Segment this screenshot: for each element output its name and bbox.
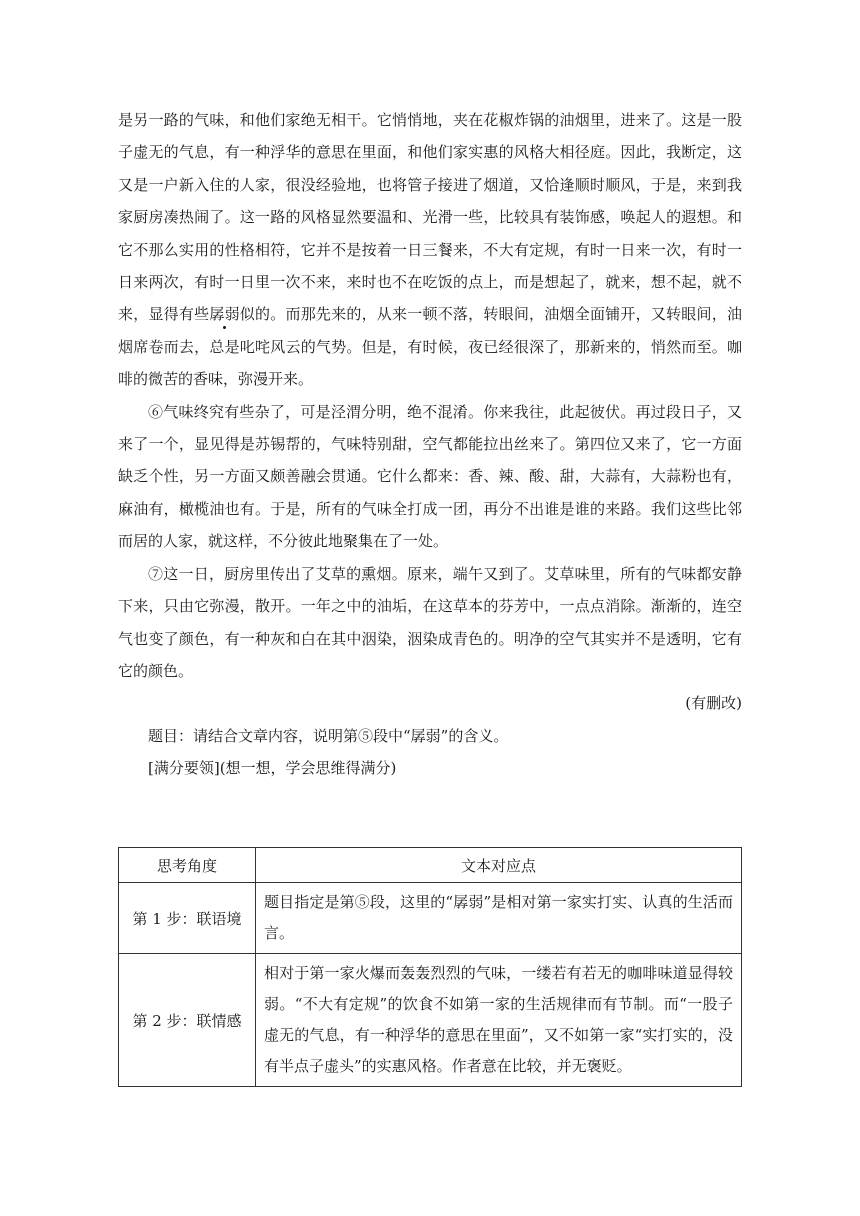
thinking-steps-table [118, 847, 742, 1087]
table-row [119, 954, 742, 1087]
paragraph-5-continued [118, 104, 742, 396]
table-header: 思考角度 [119, 848, 256, 883]
paragraph-7: ⑦这一日，厨房里传出了艾草的熏烟。原来，端午又到了。艾草味里，所有的气味都安静下来，只由它弥漫，散开。一年之中的油垢，在这草本的芬芳中，一点点消除。渐渐的，连空气也变了颜色，有一种灰和白在其中洇染，洇染成青色的。明净的空气其实并不是透明，它有它的颜色。 [118, 564, 742, 680]
paragraph-text: 似的。而那先来的，从来一顿不落，转眼间，油烟全面铺开，又转眼间，油烟席卷而去，总是叱咤风云的气势。但是，有时候，夜已经很深了，那新来的，悄然而至。咖啡的微苦的香味，弥漫开来。 [118, 305, 742, 389]
step-content: 相对于第一家火爆而轰轰烈烈的气味，一缕若有若无的咖啡味道显得较弱。“不大有定规”的饮食不如第一家的生活规律而有节制。而“一股子虚无的气息，有一种浮华的意思在里面”，又不如第一家“实打实的，没有半点子虚头”的实惠风格。作者意在比较，并无褒贬。 [256, 954, 742, 1087]
step-label: 第 1 步：联语境 [119, 883, 256, 954]
table-header: 文本对应点 [256, 848, 742, 883]
emphasized-word: 孱弱 [209, 305, 240, 324]
table-row [119, 883, 742, 954]
tips-heading: [满分要领](想一想，学会思维得满分) [148, 759, 397, 778]
article-body [118, 104, 742, 785]
table-header-row [119, 848, 742, 883]
step-content: 题目指定是第⑤段，这里的“孱弱”是相对第一家实打实、认真的生活而言。 [256, 883, 742, 954]
question-text: 题目：请结合文章内容，说明第⑤段中“孱弱”的含义。 [148, 726, 509, 745]
step-label: 第 2 步：联情感 [119, 954, 256, 1087]
paragraph-text: 是另一路的气味，和他们家绝无相干。它悄悄地，夹在花椒炸锅的油烟里，进来了。这是一股子虚无的气息，有一种浮华的意思在里面，和他们家实惠的风格大相径庭。因此，我断定，这又是一户新入住的人家，很没经验地，也将管子接进了烟道，又恰逢顺时顺风，于是，来到我家厨房凑热闹了。这一路的风格显然要温和、光滑一些，比较具有装饰感，唤起人的遐想。和它不那么实用的性格相符，它并不是按着一日三餐来，不大有定规，有时一日来一次，有时一日来两次，有时一日里一次不来，来时也不在吃饭的点上，而是想起了，就来，想不起，就不来，显得有些 [118, 111, 742, 324]
source-note: (有删改) [685, 694, 742, 713]
paragraph-6: ⑥气味终究有些杂了，可是泾渭分明，绝不混淆。你来我往，此起彼伏。再过段日子，又来了一个，显见得是苏锡帮的，气味特别甜，空气都能拉出丝来了。第四位又来了，它一方面缺乏个性，另一方面又颇善融会贯通。它什么都来：香、辣、酸、甜，大蒜有，大蒜粉也有，麻油有，橄榄油也有。于是，所有的气味全打成一团，再分不出谁是谁的来路。我们这些比邻而居的人家，就这样，不分彼此地聚集在了一处。 [118, 402, 742, 551]
